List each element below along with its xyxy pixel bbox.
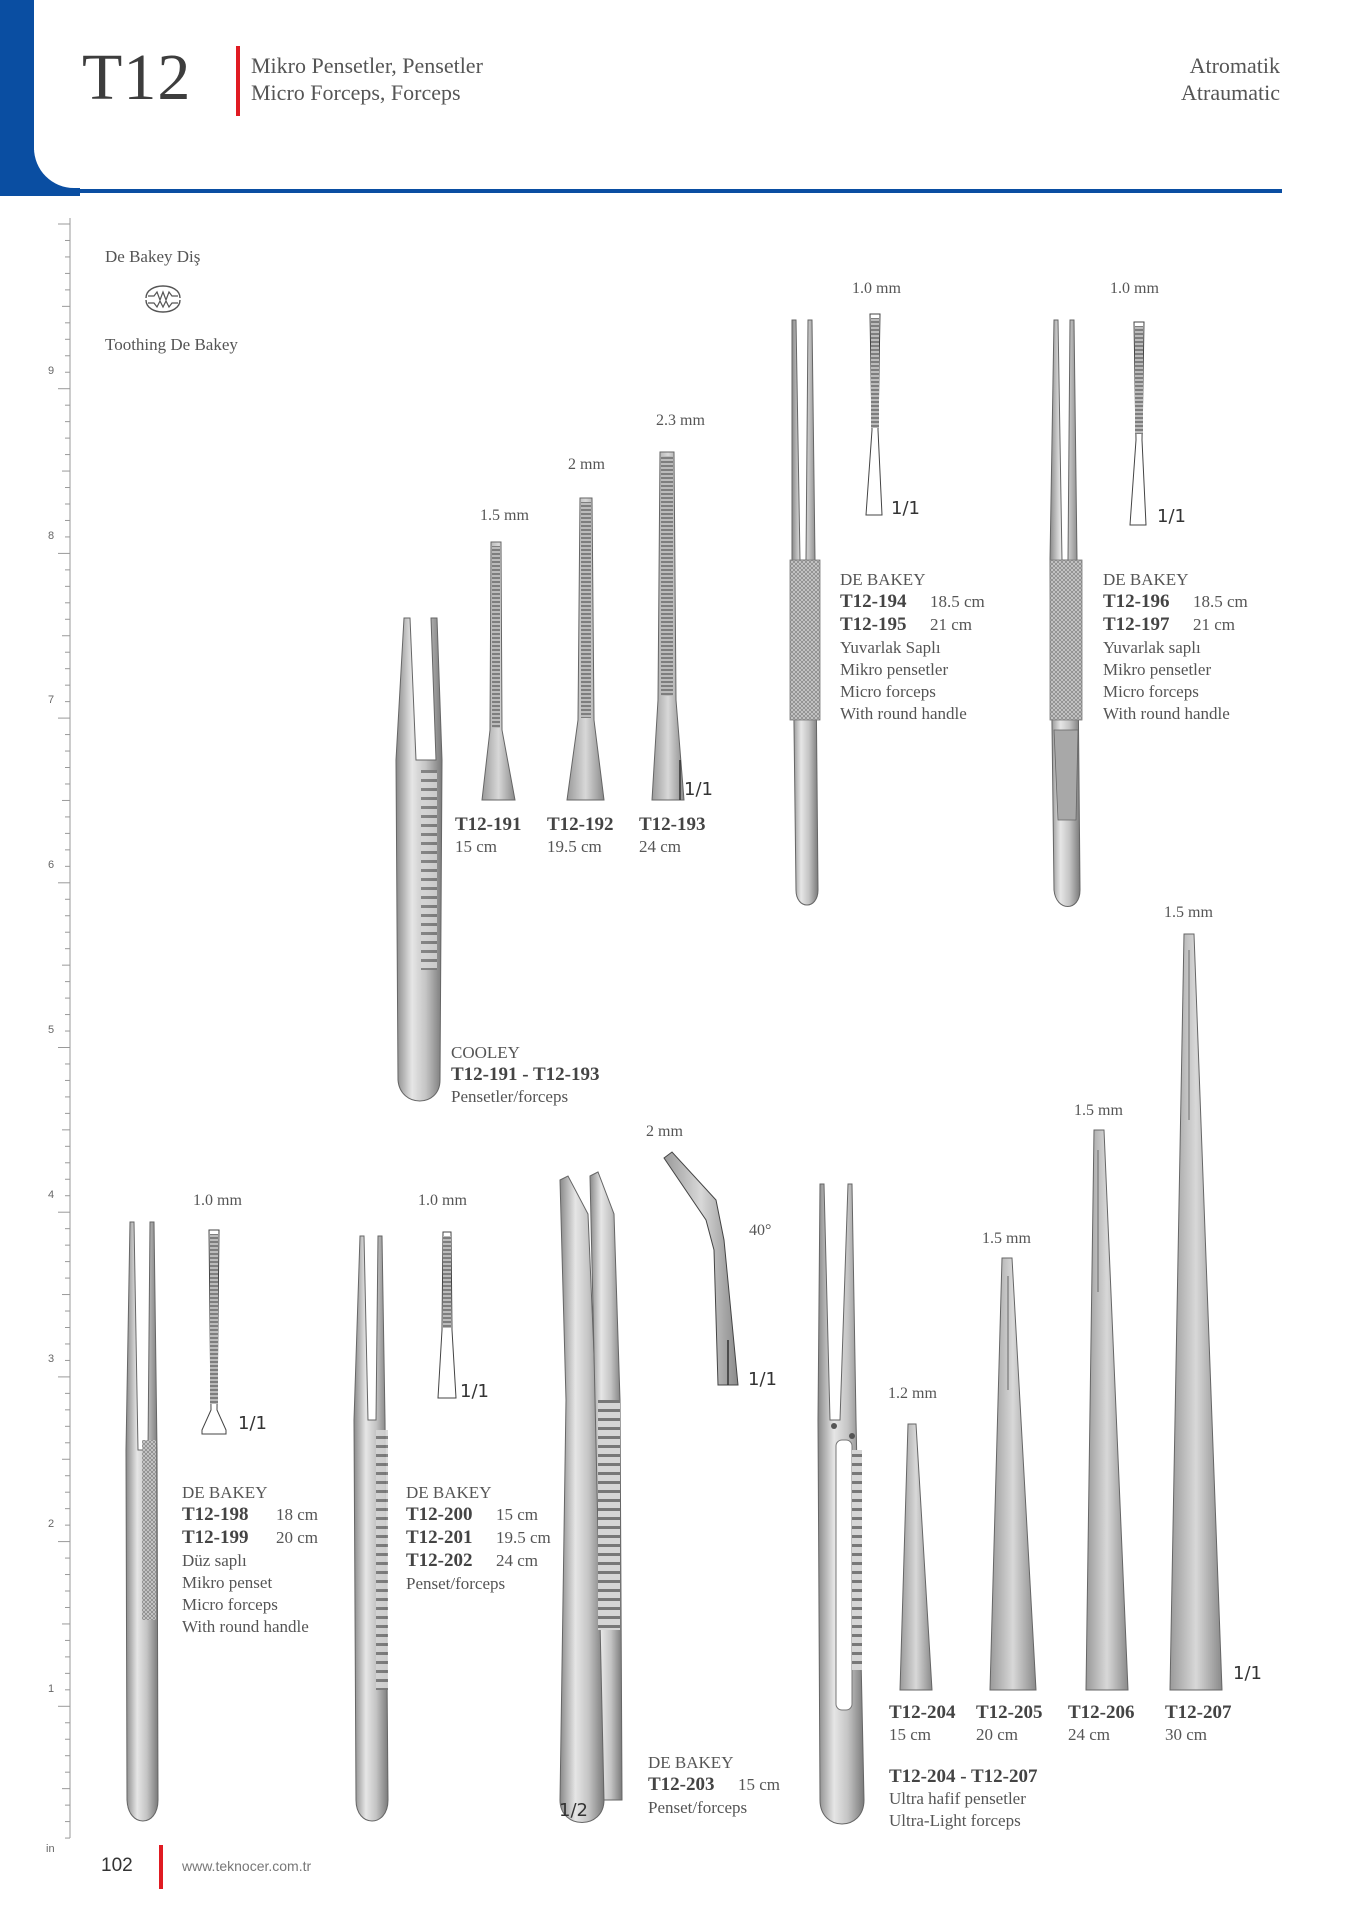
ultra-tip-width-4: 1.5 mm bbox=[1164, 904, 1213, 921]
ultra-tips-drawing bbox=[900, 934, 1222, 1690]
subtitle-tr: Mikro Pensetler, Pensetler bbox=[251, 53, 483, 78]
product-row bbox=[182, 1527, 318, 1550]
product-length: 24 cm bbox=[496, 1551, 539, 1570]
product-range: T12-191 - T12-193 bbox=[451, 1064, 600, 1085]
product-length: 18.5 cm bbox=[1193, 592, 1248, 611]
product-length: 19.5 cm bbox=[547, 837, 602, 856]
product-length: 20 cm bbox=[976, 1725, 1019, 1744]
product-name: DE BAKEY bbox=[182, 1483, 268, 1502]
debakey-203-angle: 40° bbox=[749, 1222, 772, 1239]
product-length: 19.5 cm bbox=[496, 1528, 551, 1547]
product-desc: Mikro pensetler bbox=[840, 660, 949, 679]
footer-divider bbox=[159, 1845, 163, 1889]
ruler-label: 1 bbox=[48, 1683, 55, 1695]
product-range: T12-204 - T12-207 bbox=[889, 1766, 1038, 1787]
debakey-203-tip-width: 2 mm bbox=[646, 1123, 683, 1140]
product-row bbox=[182, 1504, 318, 1527]
product-desc: Yuvarlak saplı bbox=[1103, 638, 1201, 657]
category-tr: Atromatik bbox=[1189, 53, 1280, 78]
ultra-item-1 bbox=[889, 1702, 956, 1746]
product-code: T12-201 bbox=[406, 1527, 473, 1548]
product-desc: Micro forceps bbox=[182, 1595, 278, 1614]
debakey-198-scale: 1/1 bbox=[238, 1413, 267, 1434]
debakey-203-tip-scale: 1/1 bbox=[748, 1369, 777, 1390]
product-name: DE BAKEY bbox=[406, 1483, 492, 1502]
footer-url[interactable]: www.teknocer.com.tr bbox=[182, 1858, 312, 1874]
ruler-label: 9 bbox=[48, 365, 55, 377]
product-desc-en: Ultra-Light forceps bbox=[889, 1811, 1021, 1830]
product-desc: With round handle bbox=[840, 704, 967, 723]
ultra-tip-width-2: 1.5 mm bbox=[982, 1230, 1031, 1247]
debakey-194-scale: 1/1 bbox=[891, 498, 920, 519]
product-row bbox=[406, 1550, 551, 1573]
product-code: T12-194 bbox=[840, 591, 907, 612]
product-row bbox=[406, 1504, 551, 1527]
debakey-196-tip-width: 1.0 mm bbox=[1110, 280, 1159, 297]
product-row bbox=[406, 1527, 551, 1550]
product-code: T12-196 bbox=[1103, 591, 1170, 612]
category-en: Atraumatic bbox=[1181, 80, 1280, 105]
ruler-label: 5 bbox=[48, 1024, 55, 1036]
cooley-item-3 bbox=[639, 814, 706, 858]
debakey-194-caption bbox=[840, 569, 985, 725]
legend-title: De Bakey Diş bbox=[105, 247, 201, 266]
ruler-label: 2 bbox=[48, 1518, 55, 1530]
ruler-unit: in bbox=[46, 1843, 55, 1855]
product-length: 24 cm bbox=[639, 837, 682, 856]
product-length: 21 cm bbox=[1193, 615, 1236, 634]
ultra-item-3 bbox=[1068, 1702, 1135, 1746]
product-desc: Penset/forceps bbox=[648, 1798, 748, 1817]
product-code: T12-195 bbox=[840, 614, 907, 635]
ultra-tip-width-1: 1.2 mm bbox=[888, 1385, 937, 1402]
product-row bbox=[840, 591, 985, 614]
product-desc: With round handle bbox=[182, 1617, 309, 1636]
section-code: T12 bbox=[82, 41, 192, 114]
debakey-196-caption bbox=[1103, 569, 1248, 725]
product-desc: Yuvarlak Saplı bbox=[840, 638, 941, 657]
debakey-203-scale: 1/2 bbox=[559, 1800, 588, 1821]
product-length: 15 cm bbox=[889, 1725, 932, 1744]
cooley-caption bbox=[451, 1042, 599, 1108]
product-code: T12-192 bbox=[547, 814, 614, 835]
debakey-200-caption bbox=[406, 1482, 551, 1595]
product-desc: Penset/forceps bbox=[406, 1574, 506, 1593]
cooley-item-1 bbox=[455, 814, 522, 858]
product-code: T12-205 bbox=[976, 1702, 1043, 1723]
product-name: DE BAKEY bbox=[1103, 570, 1189, 589]
product-desc: Micro forceps bbox=[1103, 682, 1199, 701]
cooley-forceps-drawing bbox=[396, 618, 442, 1101]
product-code: T12-200 bbox=[406, 1504, 473, 1525]
debakey-198-caption bbox=[182, 1482, 318, 1638]
product-length: 15 cm bbox=[455, 837, 498, 856]
product-code: T12-191 bbox=[455, 814, 522, 835]
product-length: 24 cm bbox=[1068, 1725, 1111, 1744]
debakey-196-scale: 1/1 bbox=[1157, 506, 1186, 527]
ultra-tip-width-3: 1.5 mm bbox=[1074, 1102, 1123, 1119]
ruler-label: 8 bbox=[48, 530, 55, 542]
product-code: T12-193 bbox=[639, 814, 706, 835]
subtitle-en: Micro Forceps, Forceps bbox=[251, 80, 461, 105]
cooley-tips-drawing bbox=[482, 452, 684, 800]
product-name: COOLEY bbox=[451, 1043, 520, 1062]
product-code: T12-207 bbox=[1165, 1702, 1232, 1723]
product-desc-tr: Ultra hafif pensetler bbox=[889, 1789, 1026, 1808]
debakey-203-drawing bbox=[560, 1152, 738, 1823]
legend-caption: Toothing De Bakey bbox=[105, 335, 238, 354]
product-length: 18 cm bbox=[276, 1505, 319, 1524]
product-length: 30 cm bbox=[1165, 1725, 1208, 1744]
ultra-caption bbox=[889, 1766, 1037, 1832]
product-desc: Düz saplı bbox=[182, 1551, 247, 1570]
ruler-label: 7 bbox=[48, 694, 55, 706]
page-number: 102 bbox=[101, 1855, 133, 1876]
debakey-200-scale: 1/1 bbox=[460, 1381, 489, 1402]
product-length: 21 cm bbox=[930, 615, 973, 634]
debakey-200-tip-width: 1.0 mm bbox=[418, 1192, 467, 1209]
debakey-198-tip-width: 1.0 mm bbox=[193, 1192, 242, 1209]
debakey-194-tip-width: 1.0 mm bbox=[852, 280, 901, 297]
product-name: DE BAKEY bbox=[648, 1753, 734, 1772]
product-length: 18.5 cm bbox=[930, 592, 985, 611]
product-desc: Mikro pensetler bbox=[1103, 660, 1212, 679]
product-code: T12-204 bbox=[889, 1702, 956, 1723]
cooley-tip-width-2: 2 mm bbox=[568, 456, 605, 473]
product-desc: Mikro penset bbox=[182, 1573, 273, 1592]
product-desc: Micro forceps bbox=[840, 682, 936, 701]
ruler-label: 3 bbox=[48, 1353, 55, 1365]
product-desc: With round handle bbox=[1103, 704, 1230, 723]
ultra-item-2 bbox=[976, 1702, 1043, 1746]
product-row bbox=[648, 1774, 780, 1797]
ultra-scale: 1/1 bbox=[1233, 1663, 1262, 1684]
cooley-scale: 1/1 bbox=[684, 779, 713, 800]
product-code: T12-198 bbox=[182, 1504, 249, 1525]
product-row bbox=[1103, 591, 1248, 614]
product-code: T12-202 bbox=[406, 1550, 473, 1571]
product-row bbox=[1103, 614, 1248, 637]
product-code: T12-197 bbox=[1103, 614, 1170, 635]
cooley-tip-width-1: 1.5 mm bbox=[480, 507, 529, 524]
cooley-item-2 bbox=[547, 814, 614, 858]
product-length: 20 cm bbox=[276, 1528, 319, 1547]
product-code: T12-203 bbox=[648, 1774, 715, 1795]
product-code: T12-206 bbox=[1068, 1702, 1135, 1723]
ultra-forceps-drawing bbox=[818, 1184, 864, 1824]
product-name: DE BAKEY bbox=[840, 570, 926, 589]
product-code: T12-199 bbox=[182, 1527, 249, 1548]
product-length: 15 cm bbox=[496, 1505, 539, 1524]
ultra-item-4 bbox=[1165, 1702, 1232, 1746]
cooley-tip-width-3: 2.3 mm bbox=[656, 412, 705, 429]
product-desc: Pensetler/forceps bbox=[451, 1087, 569, 1106]
product-length: 15 cm bbox=[738, 1775, 781, 1794]
product-row bbox=[840, 614, 985, 637]
ruler-label: 6 bbox=[48, 859, 55, 871]
debakey-203-caption bbox=[648, 1752, 780, 1819]
ruler-label: 4 bbox=[48, 1189, 55, 1201]
